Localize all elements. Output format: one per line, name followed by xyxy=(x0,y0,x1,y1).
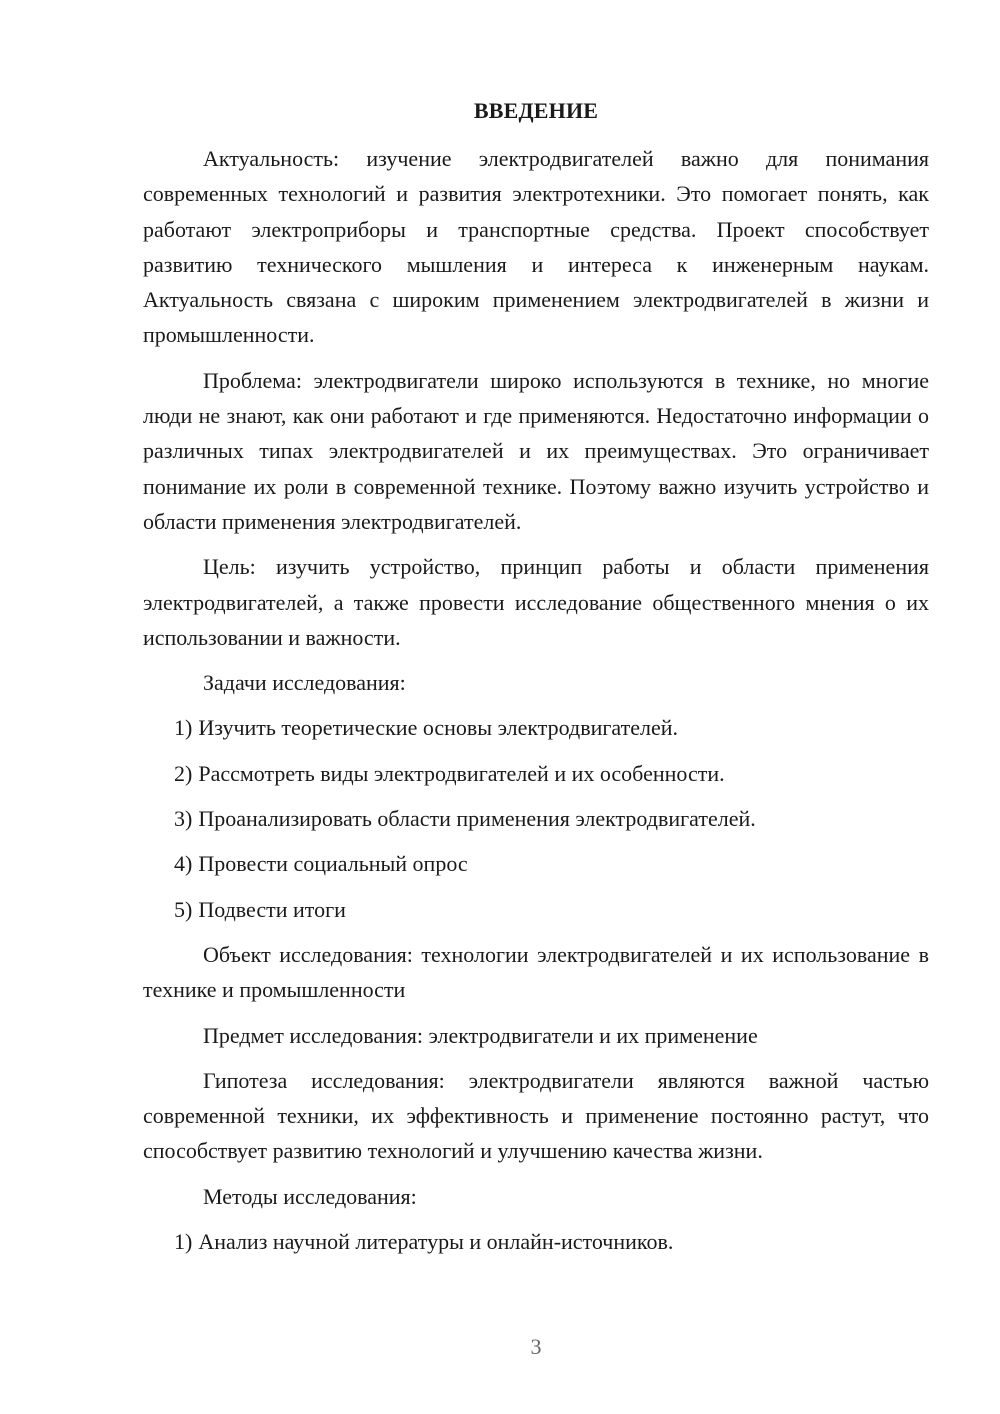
task-number: 5) xyxy=(174,896,193,922)
task-text: Подвести итоги xyxy=(198,896,346,922)
task-item xyxy=(143,710,929,745)
task-text: Провести социальный опрос xyxy=(198,851,468,877)
task-text: Изучить теоретические основы электродвигателей. xyxy=(198,715,678,741)
page-number: 3 xyxy=(530,1334,542,1359)
task-text: Рассмотреть виды электродвигателей и их особенности. xyxy=(198,760,725,786)
relevance-paragraph: Актуальность: изучение электродвигателей важно для понимания современных технологий и развития электротехники. Это помогает понять, как работают электроприборы и транспортные средства. Проект способствует развитию технического мышления и интереса к инженерным наукам. Актуальность связана с широким применением электродвигателей в жизни и промышленности. xyxy=(143,146,929,348)
method-item xyxy=(143,1224,929,1259)
task-item xyxy=(143,756,929,791)
task-number: 2) xyxy=(174,760,193,786)
task-item xyxy=(143,846,929,881)
method-number: 1) xyxy=(174,1229,193,1255)
page-content xyxy=(143,141,929,1269)
problem-paragraph: Проблема: электродвигатели широко используются в технике, но многие люди не знают, как они работают и где применяются. Недостаточно информации о различных типах электродвигателей и их преимуществах. Это ограничивает понимание их роли в современной технике. Поэтому важно изучить устройство и области применения электродвигателей. xyxy=(143,367,929,534)
goal-paragraph: Цель: изучить устройство, принцип работы и области применения электродвигателей, а также провести исследование общественного мнения о их использовании и важности. xyxy=(143,554,929,650)
tasks-title: Задачи исследования: xyxy=(203,670,406,696)
task-item xyxy=(143,801,929,836)
section-heading: ВВЕДЕНИЕ xyxy=(473,98,599,123)
task-number: 1) xyxy=(174,715,193,741)
methods-title: Методы исследования: xyxy=(203,1183,417,1209)
task-number: 3) xyxy=(174,806,193,832)
subject-paragraph: Предмет исследования: электродвигатели и их применение xyxy=(203,1022,758,1048)
method-text: Анализ научной литературы и онлайн-источников. xyxy=(198,1229,674,1255)
task-text: Проанализировать области применения электродвигателей. xyxy=(198,806,756,832)
object-paragraph: Объект исследования: технологии электродвигателей и их использование в технике и промышленности xyxy=(143,941,929,1003)
task-number: 4) xyxy=(174,851,193,877)
hypothesis-paragraph: Гипотеза исследования: электродвигатели являются важной частью современной техники, их эффективность и применение постоянно растут, что способствует развитию технологий и улучшению качества жизни. xyxy=(143,1067,929,1164)
task-item xyxy=(143,892,929,927)
